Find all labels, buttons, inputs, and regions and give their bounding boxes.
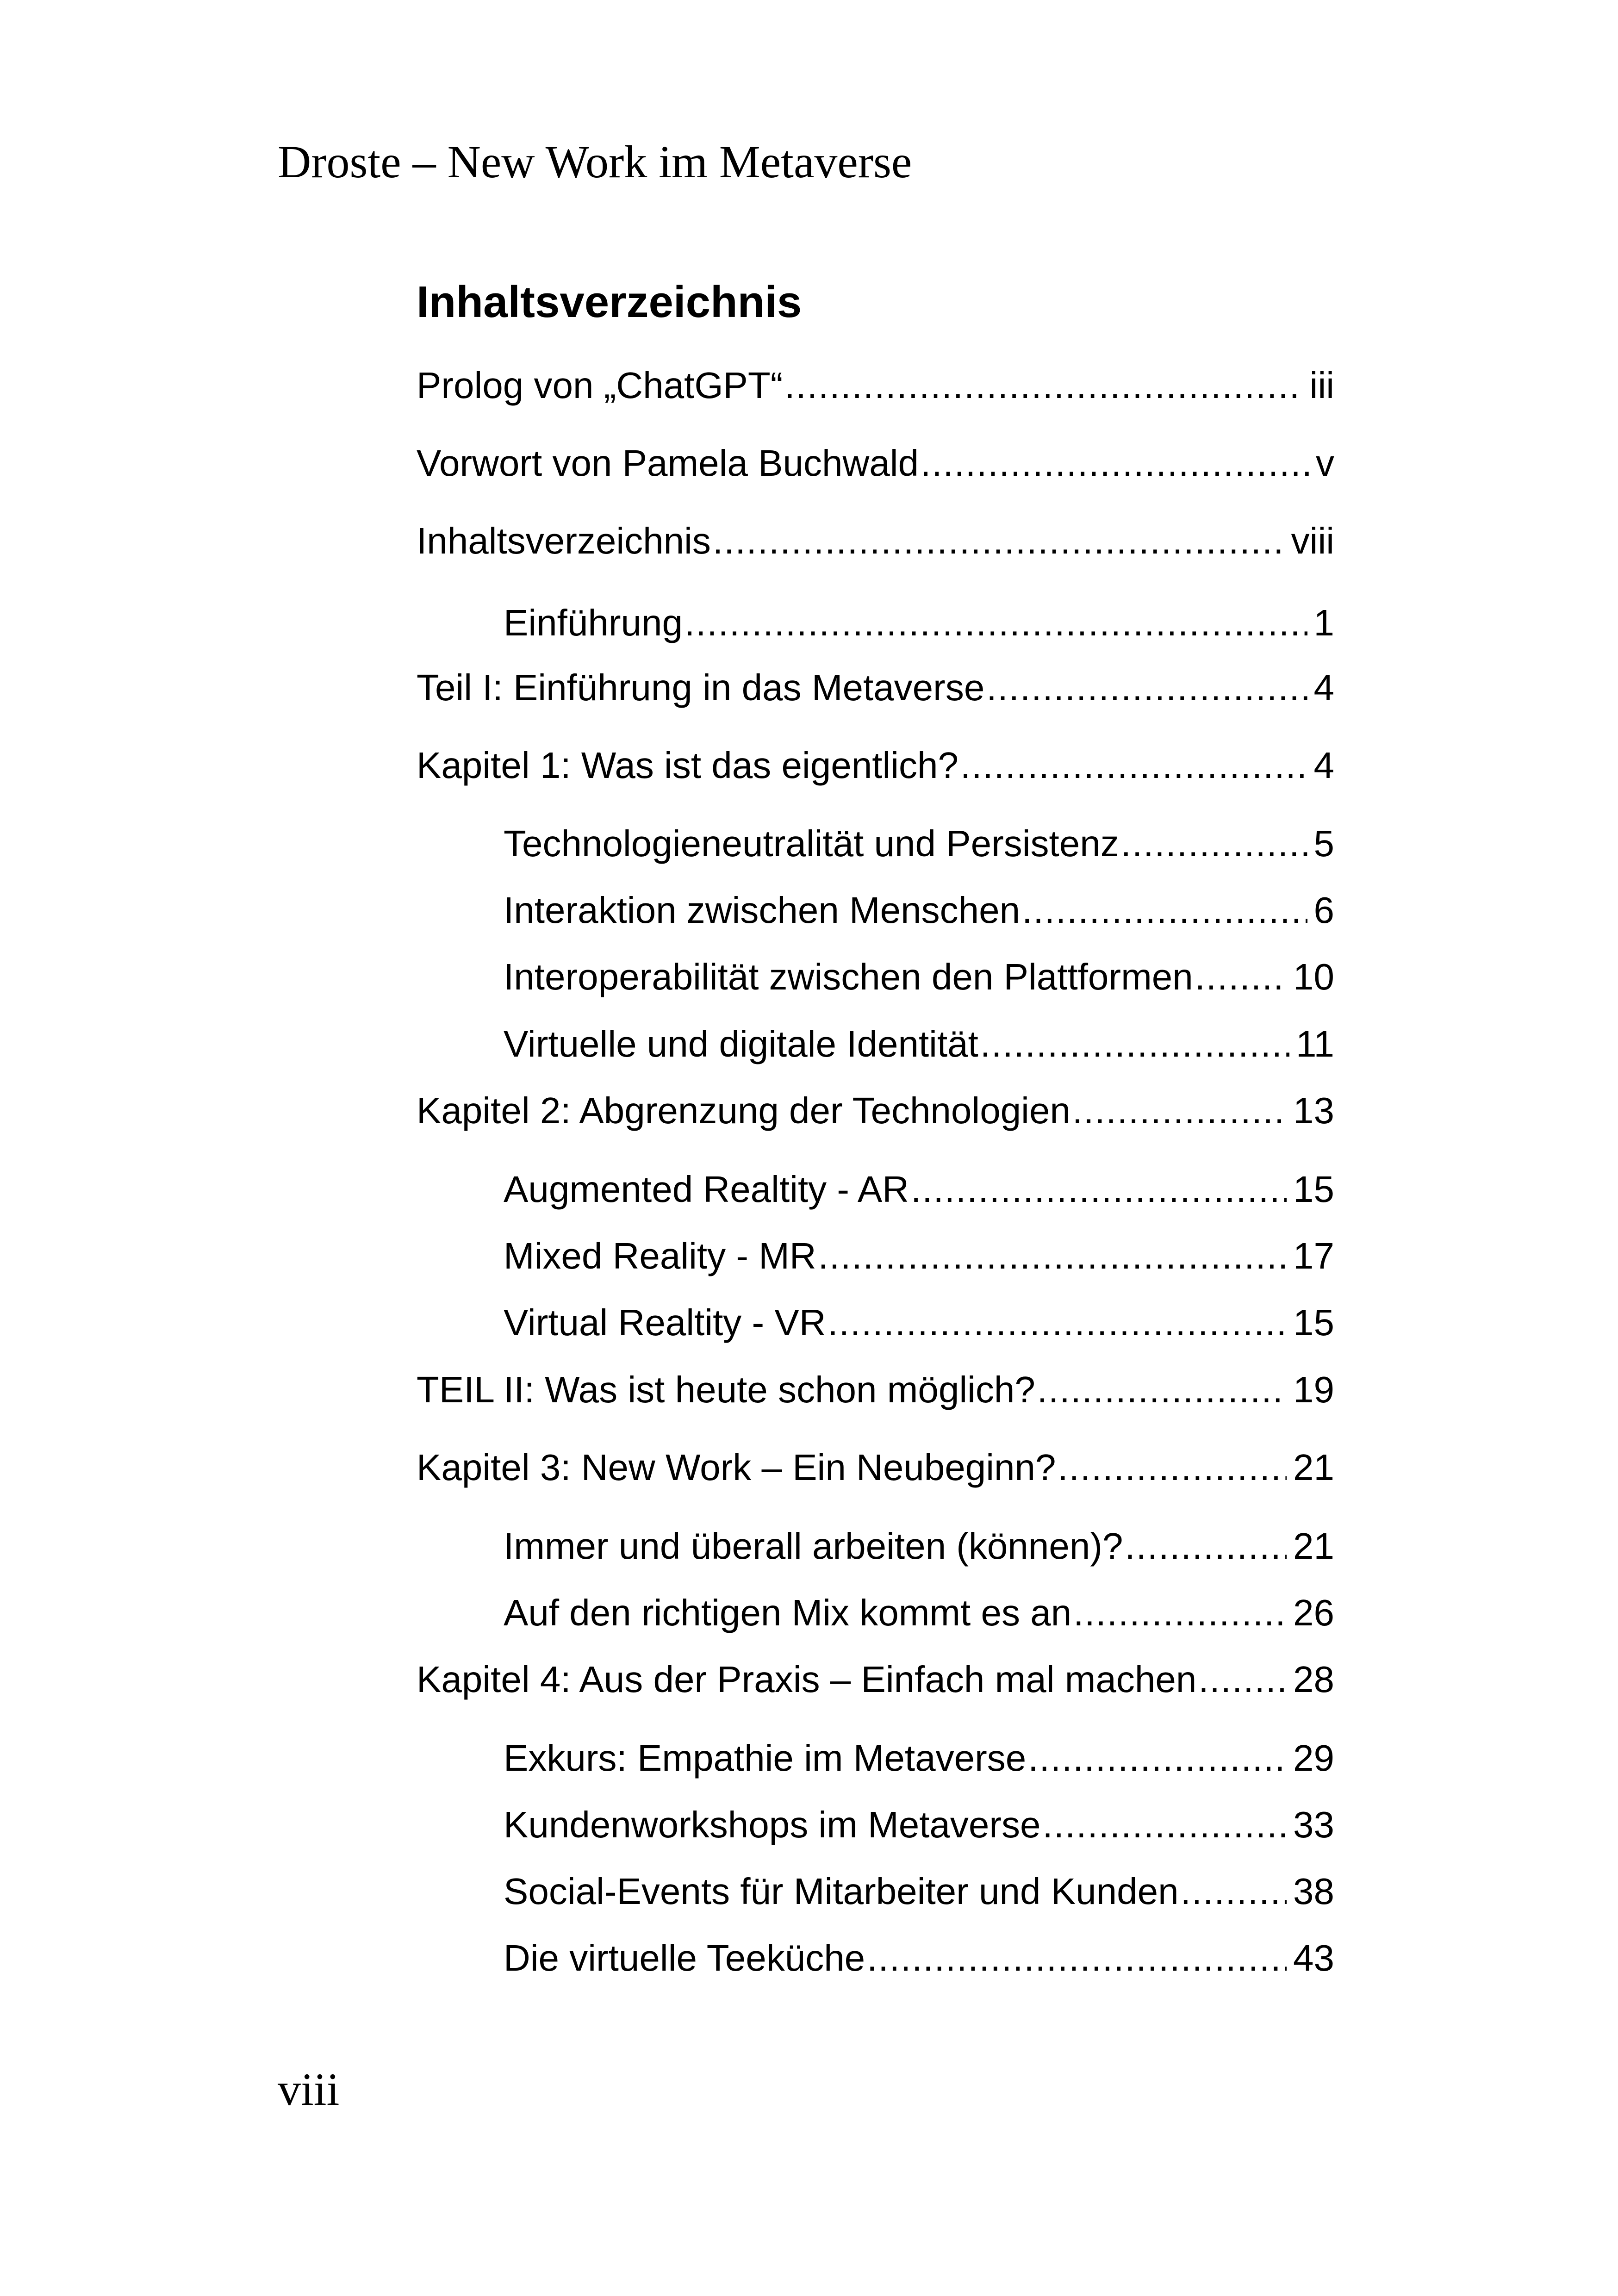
toc-entry-page: 4 xyxy=(1313,745,1334,786)
toc-entry[interactable] xyxy=(417,1736,1334,1780)
toc-title: Inhaltsverzeichnis xyxy=(417,277,802,327)
toc-dot-leader xyxy=(818,1234,1287,1278)
toc-entry-title: Einführung xyxy=(504,602,683,643)
toc-dot-leader xyxy=(986,666,1307,710)
toc-entry-title: Exkurs: Empathie im Metaverse xyxy=(504,1737,1027,1779)
toc-entry-title: Interaktion zwischen Menschen xyxy=(504,890,1021,931)
toc-entry-title: Immer und überall arbeiten (können)? xyxy=(504,1525,1123,1567)
toc-entry-page: 5 xyxy=(1313,823,1334,864)
toc-entry-page: 33 xyxy=(1293,1804,1334,1845)
toc-list xyxy=(417,0,1334,2296)
toc-entry-title: Social-Events für Mitarbeiter und Kunden xyxy=(504,1871,1179,1912)
toc-entry-page: 10 xyxy=(1293,956,1334,997)
toc-entry-page: 1 xyxy=(1313,602,1334,643)
toc-entry-title: Prolog von „ChatGPT“ xyxy=(417,365,783,406)
toc-entry-page: 15 xyxy=(1293,1169,1334,1210)
toc-dot-leader xyxy=(867,1936,1287,1980)
toc-entry-page: 19 xyxy=(1293,1369,1334,1410)
toc-dot-leader xyxy=(1121,821,1307,866)
toc-entry-title: Kapitel 2: Abgrenzung der Technologien xyxy=(417,1090,1070,1131)
toc-dot-leader xyxy=(1037,1368,1287,1412)
toc-entry[interactable] xyxy=(417,1803,1334,1847)
toc-entry-title: Mixed Reality - MR xyxy=(504,1235,816,1276)
toc-entry-page: 38 xyxy=(1293,1871,1334,1912)
toc-entry-page: 29 xyxy=(1293,1737,1334,1779)
toc-dot-leader xyxy=(713,519,1285,563)
toc-dot-leader xyxy=(784,363,1303,408)
toc-entry-title: Virtuelle und digitale Identität xyxy=(504,1023,978,1064)
toc-entry-title: Augmented Realtity - AR xyxy=(504,1169,909,1210)
toc-entry[interactable] xyxy=(417,363,1334,408)
toc-entry-title: Kapitel 1: Was ist das eigentlich? xyxy=(417,745,958,786)
toc-entry-title: Auf den richtigen Mix kommt es an xyxy=(504,1592,1072,1633)
toc-entry[interactable] xyxy=(417,1591,1334,1635)
toc-entry-title: Technologieneutralität und Persistenz xyxy=(504,823,1119,864)
toc-dot-leader xyxy=(1195,955,1287,999)
toc-entry[interactable] xyxy=(417,1368,1334,1412)
toc-entry-page: 6 xyxy=(1313,890,1334,931)
toc-dot-leader xyxy=(960,743,1307,788)
toc-dot-leader xyxy=(980,1022,1289,1066)
toc-entry-page: 11 xyxy=(1295,1023,1334,1064)
toc-entry-title: Die virtuelle Teeküche xyxy=(504,1937,865,1979)
toc-dot-leader xyxy=(1073,1591,1287,1635)
toc-entry[interactable] xyxy=(417,743,1334,788)
toc-dot-leader xyxy=(1058,1445,1287,1490)
toc-entry[interactable] xyxy=(417,1936,1334,1980)
toc-entry[interactable] xyxy=(417,888,1334,933)
toc-entry[interactable] xyxy=(417,1445,1334,1490)
toc-entry-page: 26 xyxy=(1293,1592,1334,1633)
toc-entry[interactable] xyxy=(417,1869,1334,1914)
toc-entry[interactable] xyxy=(417,666,1334,710)
toc-entry[interactable] xyxy=(417,821,1334,866)
toc-dot-leader xyxy=(921,441,1309,485)
toc-dot-leader xyxy=(685,601,1307,645)
toc-entry-title: Inhaltsverzeichnis xyxy=(417,520,711,561)
toc-entry-title: Teil I: Einführung in das Metaverse xyxy=(417,667,985,708)
toc-entry[interactable] xyxy=(417,1234,1334,1278)
toc-entry[interactable] xyxy=(417,441,1334,485)
toc-entry[interactable] xyxy=(417,1089,1334,1133)
toc-entry-page: 21 xyxy=(1293,1525,1334,1567)
toc-entry[interactable] xyxy=(417,1167,1334,1212)
toc-dot-leader xyxy=(1125,1524,1287,1568)
toc-dot-leader xyxy=(1043,1803,1287,1847)
page-number: viii xyxy=(278,2064,340,2115)
toc-entry[interactable] xyxy=(417,519,1334,563)
toc-entry-title: Kapitel 4: Aus der Praxis – Einfach mal machen xyxy=(417,1659,1197,1700)
toc-entry[interactable] xyxy=(417,1524,1334,1568)
toc-dot-leader xyxy=(828,1300,1287,1345)
toc-entry[interactable] xyxy=(417,955,1334,999)
toc-entry-title: Virtual Realtity - VR xyxy=(504,1302,826,1343)
toc-entry-title: Kundenworkshops im Metaverse xyxy=(504,1804,1041,1845)
toc-entry-page: viii xyxy=(1291,520,1334,561)
toc-dot-leader xyxy=(1181,1869,1287,1914)
toc-dot-leader xyxy=(911,1167,1287,1212)
toc-entry-page: 17 xyxy=(1293,1235,1334,1276)
toc-entry-title: TEIL II: Was ist heute schon möglich? xyxy=(417,1369,1035,1410)
toc-entry[interactable] xyxy=(417,1300,1334,1345)
toc-entry-page: 15 xyxy=(1293,1302,1334,1343)
toc-entry-page: 43 xyxy=(1293,1937,1334,1979)
toc-entry-page: 13 xyxy=(1293,1090,1334,1131)
toc-entry-page: v xyxy=(1316,442,1334,484)
toc-dot-leader xyxy=(1072,1089,1287,1133)
toc-entry[interactable] xyxy=(417,1657,1334,1702)
toc-entry-page: 4 xyxy=(1313,667,1334,708)
toc-entry-title: Vorwort von Pamela Buchwald xyxy=(417,442,919,484)
toc-entry-title: Kapitel 3: New Work – Ein Neubeginn? xyxy=(417,1447,1056,1488)
toc-entry[interactable] xyxy=(417,601,1334,645)
toc-dot-leader xyxy=(1198,1657,1287,1702)
toc-entry-page: iii xyxy=(1309,365,1334,406)
running-header: Droste – New Work im Metaverse xyxy=(278,136,912,187)
toc-dot-leader xyxy=(1028,1736,1287,1780)
toc-entry-page: 21 xyxy=(1293,1447,1334,1488)
toc-entry-title: Interoperabilität zwischen den Plattformen xyxy=(504,956,1193,997)
toc-entry-page: 28 xyxy=(1293,1659,1334,1700)
toc-entry[interactable] xyxy=(417,1022,1334,1066)
toc-dot-leader xyxy=(1022,888,1307,933)
